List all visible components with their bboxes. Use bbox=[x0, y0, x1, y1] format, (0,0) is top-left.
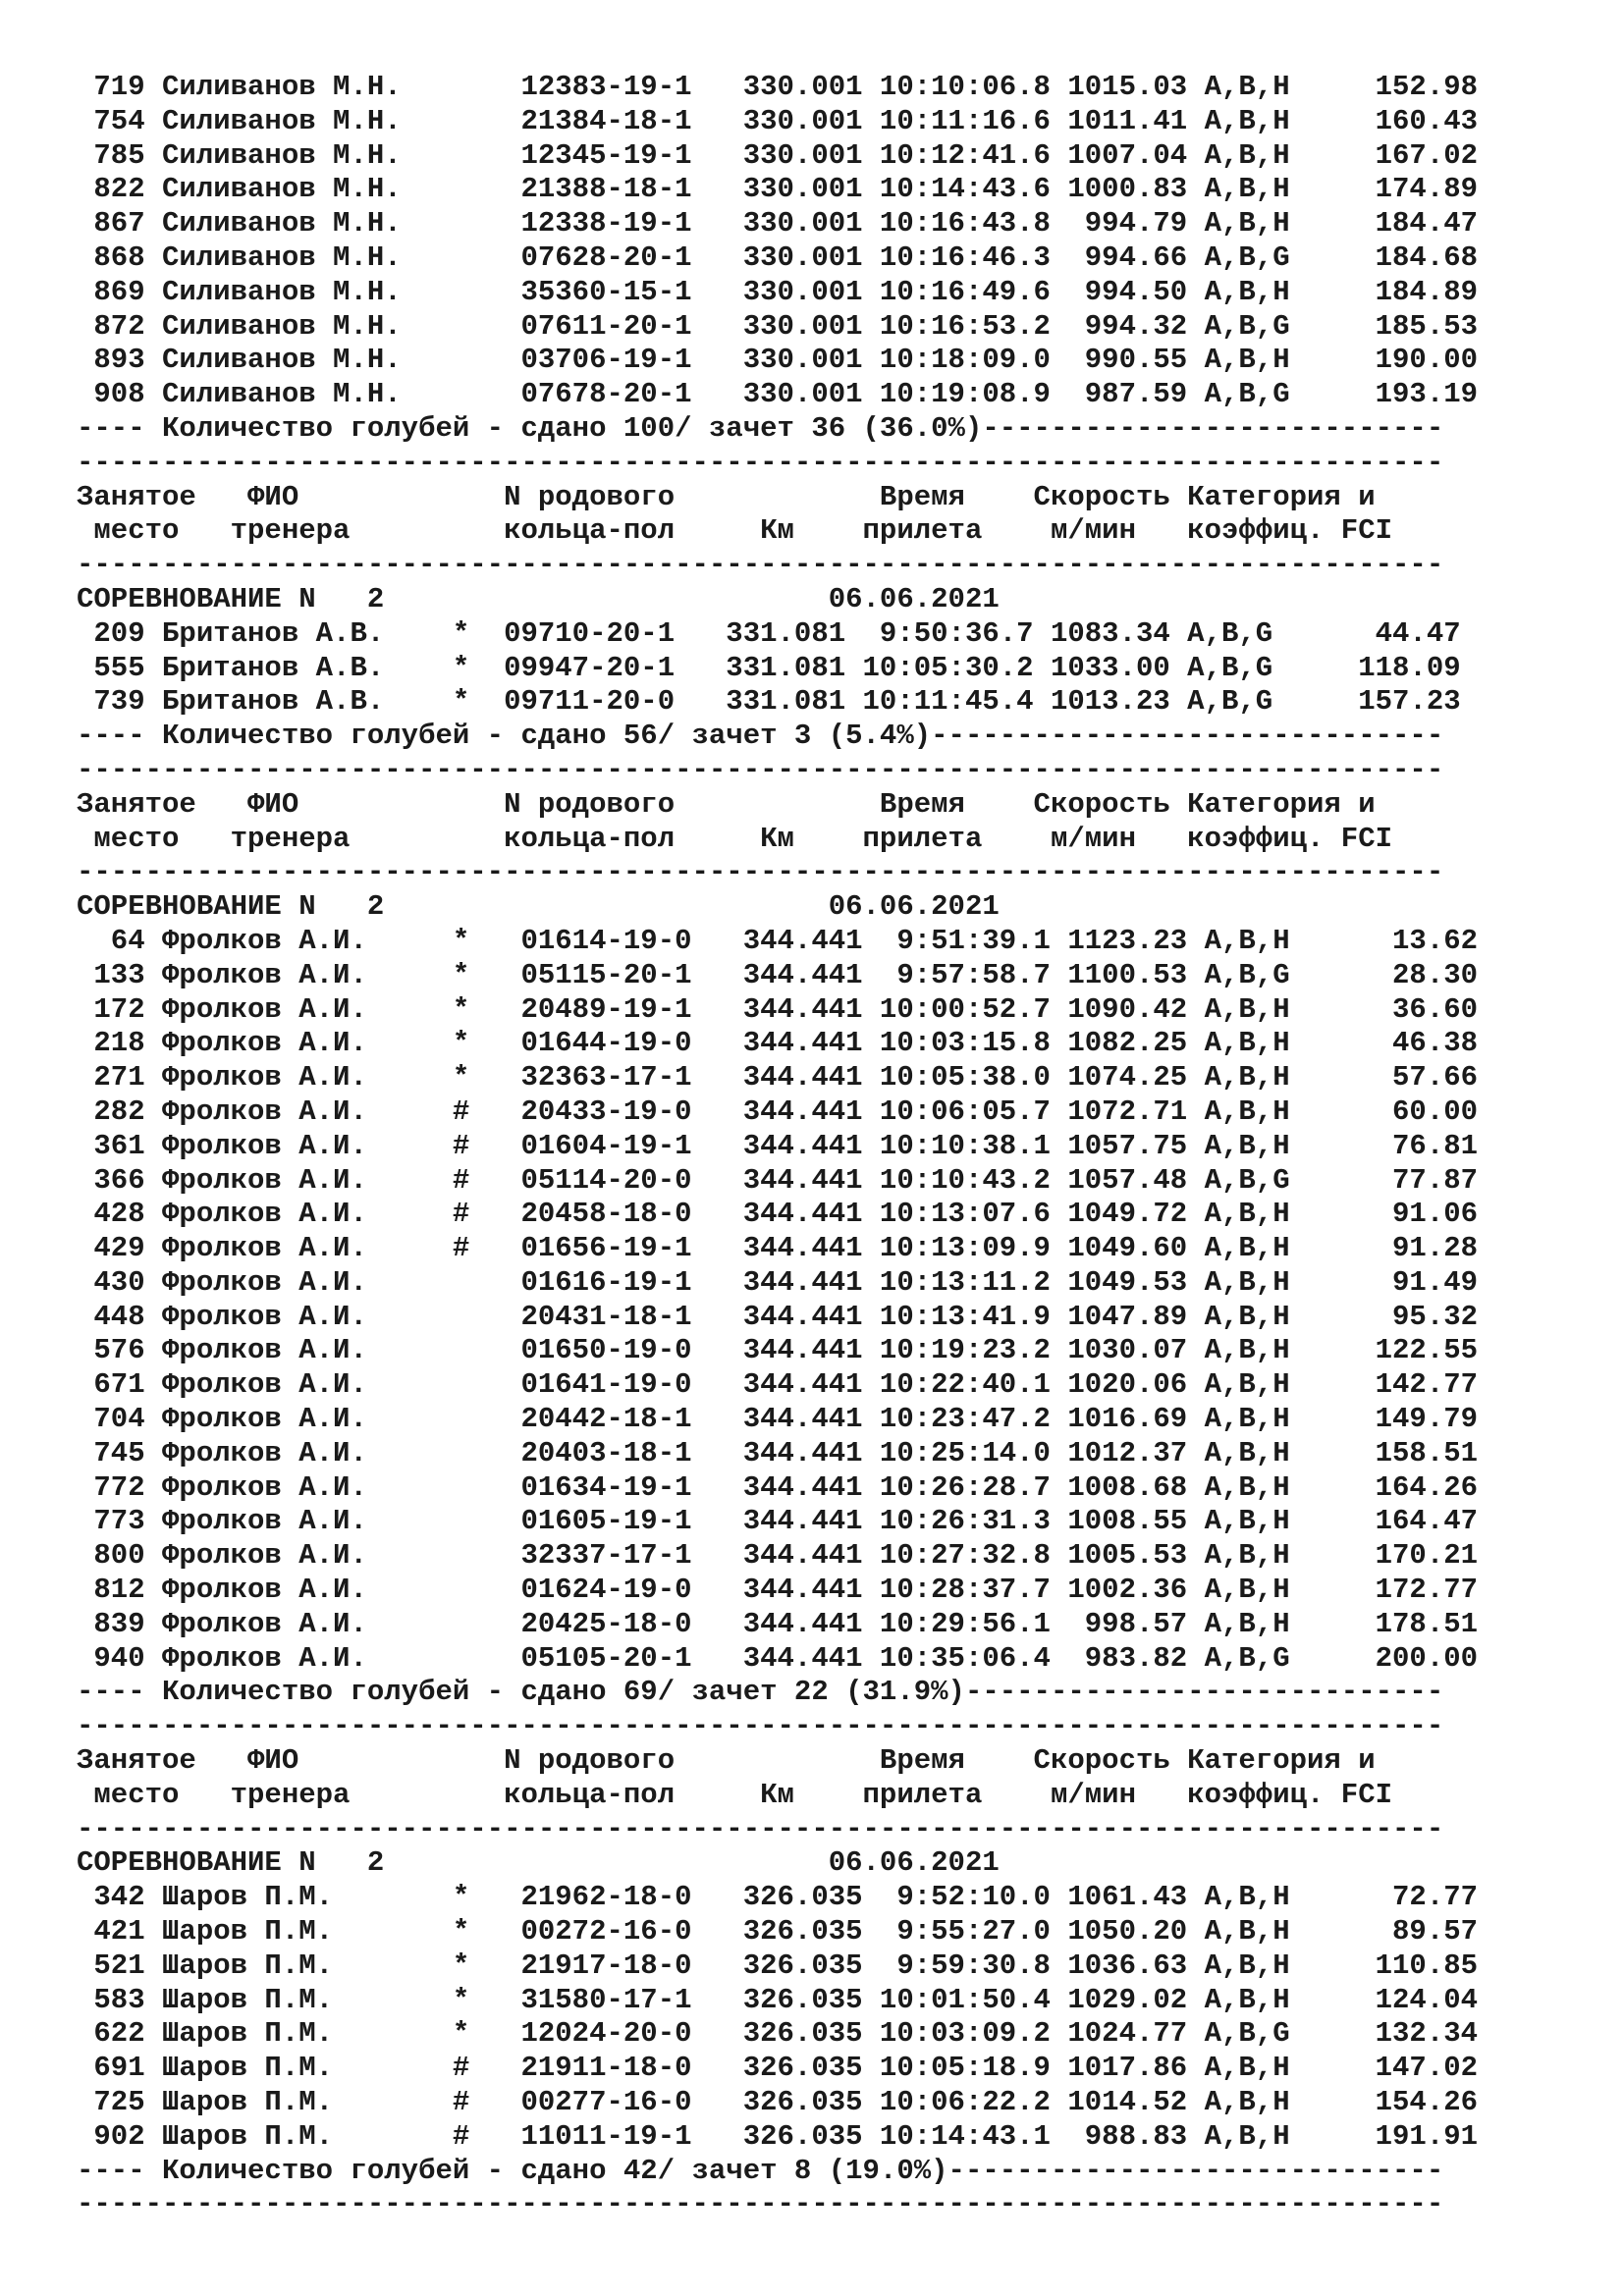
result-row: 940 Фролков А.И. 05105-20-1 344.441 10:35:06.4 983.82 A,B,G 200.00 bbox=[77, 1641, 1479, 1675]
separator-line: -------------------------------------------------------------------------------- bbox=[77, 2188, 1444, 2221]
separator-line: -------------------------------------------------------------------------------- bbox=[77, 753, 1444, 786]
result-row: 908 Силиванов М.Н. 07678-20-1 330.001 10:19:08.9 987.59 A,B,G 193.19 bbox=[77, 378, 1479, 411]
result-row: 704 Фролков А.И. 20442-18-1 344.441 10:23:47.2 1016.69 A,B,H 149.79 bbox=[77, 1403, 1479, 1436]
result-row: 555 Британов А.В. * 09947-20-1 331.081 10:05:30.2 1033.00 A,B,G 118.09 bbox=[77, 651, 1461, 684]
result-row: 366 Фролков А.И. # 05114-20-0 344.441 10:10:43.2 1057.48 A,B,G 77.87 bbox=[77, 1163, 1479, 1197]
result-row: 361 Фролков А.И. # 01604-19-1 344.441 10:10:38.1 1057.75 A,B,H 76.81 bbox=[77, 1129, 1479, 1162]
result-row: 583 Шаров П.М. * 31580-17-1 326.035 10:01:50.4 1029.02 A,B,H 124.04 bbox=[77, 1983, 1479, 2016]
result-row: 429 Фролков А.И. # 01656-19-1 344.441 10:13:09.9 1049.60 A,B,H 91.28 bbox=[77, 1232, 1479, 1265]
result-row: 64 Фролков А.И. * 01614-19-0 344.441 9:51:39.1 1123.23 A,B,H 13.62 bbox=[77, 924, 1479, 957]
result-row: 421 Шаров П.М. * 00272-16-0 326.035 9:55:27.0 1050.20 A,B,H 89.57 bbox=[77, 1915, 1479, 1949]
result-row: 218 Фролков А.И. * 01644-19-0 344.441 10:03:15.8 1082.25 A,B,H 46.38 bbox=[77, 1027, 1479, 1060]
column-header: место тренера кольца-пол Км прилета м/мин коэффиц. FCI bbox=[77, 514, 1393, 548]
result-row: 172 Фролков А.И. * 20489-19-1 344.441 10:00:52.7 1090.42 A,B,H 36.60 bbox=[77, 992, 1479, 1026]
result-row: 800 Фролков А.И. 32337-17-1 344.441 10:27:32.8 1005.53 A,B,H 170.21 bbox=[77, 1539, 1479, 1573]
result-row: 869 Силиванов М.Н. 35360-15-1 330.001 10:16:49.6 994.50 A,B,H 184.89 bbox=[77, 275, 1479, 308]
summary-line: ---- Количество голубей - сдано 69/ зачет 22 (31.9%)---------------------------- bbox=[77, 1676, 1444, 1709]
separator-line: -------------------------------------------------------------------------------- bbox=[77, 1812, 1444, 1845]
result-row: 282 Фролков А.И. # 20433-19-0 344.441 10:06:05.7 1072.71 A,B,H 60.00 bbox=[77, 1095, 1479, 1128]
separator-line: -------------------------------------------------------------------------------- bbox=[77, 1710, 1444, 1743]
column-header: Занятое ФИО N родового Время Скорость Категория и bbox=[77, 787, 1376, 821]
column-header: Занятое ФИО N родового Время Скорость Категория и bbox=[77, 1744, 1376, 1778]
result-row: 739 Британов А.В. * 09711-20-0 331.081 10:11:45.4 1013.23 A,B,G 157.23 bbox=[77, 685, 1461, 719]
column-header: Занятое ФИО N родового Время Скорость Категория и bbox=[77, 480, 1376, 513]
result-row: 671 Фролков А.И. 01641-19-0 344.441 10:22:40.1 1020.06 A,B,H 142.77 bbox=[77, 1368, 1479, 1402]
summary-line: ---- Количество голубей - сдано 42/ зачет 8 (19.0%)----------------------------- bbox=[77, 2154, 1444, 2187]
result-row: 773 Фролков А.И. 01605-19-1 344.441 10:26:31.3 1008.55 A,B,H 164.47 bbox=[77, 1505, 1479, 1538]
result-row: 725 Шаров П.М. # 00277-16-0 326.035 10:06:22.2 1014.52 A,B,H 154.26 bbox=[77, 2086, 1479, 2119]
competition-header: СОРЕВНОВАНИЕ N 2 06.06.2021 bbox=[77, 582, 1000, 615]
column-header: место тренера кольца-пол Км прилета м/мин коэффиц. FCI bbox=[77, 822, 1393, 855]
result-row: 785 Силиванов М.Н. 12345-19-1 330.001 10:12:41.6 1007.04 A,B,H 167.02 bbox=[77, 138, 1479, 172]
competition-header: СОРЕВНОВАНИЕ N 2 06.06.2021 bbox=[77, 1846, 1000, 1880]
result-row: 448 Фролков А.И. 20431-18-1 344.441 10:13:41.9 1047.89 A,B,H 95.32 bbox=[77, 1300, 1479, 1333]
summary-line: ---- Количество голубей - сдано 100/ зачет 36 (36.0%)--------------------------- bbox=[77, 411, 1444, 445]
column-header: место тренера кольца-пол Км прилета м/мин коэффиц. FCI bbox=[77, 1778, 1393, 1811]
result-row: 902 Шаров П.М. # 11011-19-1 326.035 10:14:43.1 988.83 A,B,H 191.91 bbox=[77, 2119, 1479, 2153]
summary-line: ---- Количество голубей - сдано 56/ зачет 3 (5.4%)------------------------------ bbox=[77, 720, 1444, 753]
separator-line: -------------------------------------------------------------------------------- bbox=[77, 446, 1444, 479]
result-row: 521 Шаров П.М. * 21917-18-0 326.035 9:59:30.8 1036.63 A,B,H 110.85 bbox=[77, 1949, 1479, 1982]
result-row: 872 Силиванов М.Н. 07611-20-1 330.001 10:16:53.2 994.32 A,B,G 185.53 bbox=[77, 309, 1479, 343]
result-row: 719 Силиванов М.Н. 12383-19-1 330.001 10:10:06.8 1015.03 A,B,H 152.98 bbox=[77, 71, 1479, 103]
result-row: 812 Фролков А.И. 01624-19-0 344.441 10:28:37.7 1002.36 A,B,H 172.77 bbox=[77, 1574, 1479, 1607]
separator-line: -------------------------------------------------------------------------------- bbox=[77, 549, 1444, 582]
result-row: 428 Фролков А.И. # 20458-18-0 344.441 10:13:07.6 1049.72 A,B,H 91.06 bbox=[77, 1198, 1479, 1231]
result-row: 839 Фролков А.И. 20425-18-0 344.441 10:29:56.1 998.57 A,B,H 178.51 bbox=[77, 1607, 1479, 1640]
result-row: 691 Шаров П.М. # 21911-18-0 326.035 10:05:18.9 1017.86 A,B,H 147.02 bbox=[77, 2052, 1479, 2085]
result-row: 133 Фролков А.И. * 05115-20-1 344.441 9:57:58.7 1100.53 A,B,G 28.30 bbox=[77, 958, 1479, 991]
result-row: 893 Силиванов М.Н. 03706-19-1 330.001 10:18:09.0 990.55 A,B,H 190.00 bbox=[77, 344, 1479, 377]
result-row: 867 Силиванов М.Н. 12338-19-1 330.001 10:16:43.8 994.79 A,B,H 184.47 bbox=[77, 207, 1479, 240]
result-row: 576 Фролков А.И. 01650-19-0 344.441 10:19:23.2 1030.07 A,B,H 122.55 bbox=[77, 1334, 1479, 1367]
result-row: 822 Силиванов М.Н. 21388-18-1 330.001 10:14:43.6 1000.83 A,B,H 174.89 bbox=[77, 173, 1479, 206]
result-row: 754 Силиванов М.Н. 21384-18-1 330.001 10:11:16.6 1011.41 A,B,H 160.43 bbox=[77, 104, 1479, 137]
result-row: 622 Шаров П.М. * 12024-20-0 326.035 10:03:09.2 1024.77 A,B,G 132.34 bbox=[77, 2017, 1479, 2051]
result-row: 209 Британов А.В. * 09710-20-1 331.081 9:50:36.7 1083.34 A,B,G 44.47 bbox=[77, 616, 1461, 650]
result-row: 430 Фролков А.И. 01616-19-1 344.441 10:13:11.2 1049.53 A,B,H 91.49 bbox=[77, 1265, 1479, 1299]
result-row: 868 Силиванов М.Н. 07628-20-1 330.001 10:16:46.3 994.66 A,B,G 184.68 bbox=[77, 240, 1479, 274]
separator-line: -------------------------------------------------------------------------------- bbox=[77, 856, 1444, 889]
result-row: 342 Шаров П.М. * 21962-18-0 326.035 9:52:10.0 1061.43 A,B,H 72.77 bbox=[77, 1881, 1479, 1914]
result-row: 271 Фролков А.И. * 32363-17-1 344.441 10:05:38.0 1074.25 A,B,H 57.66 bbox=[77, 1061, 1479, 1095]
competition-header: СОРЕВНОВАНИЕ N 2 06.06.2021 bbox=[77, 890, 1000, 924]
result-row: 745 Фролков А.И. 20403-18-1 344.441 10:25:14.0 1012.37 A,B,H 158.51 bbox=[77, 1436, 1479, 1469]
result-row: 772 Фролков А.И. 01634-19-1 344.441 10:26:28.7 1008.68 A,B,H 164.26 bbox=[77, 1470, 1479, 1504]
results-document bbox=[77, 71, 1569, 2222]
